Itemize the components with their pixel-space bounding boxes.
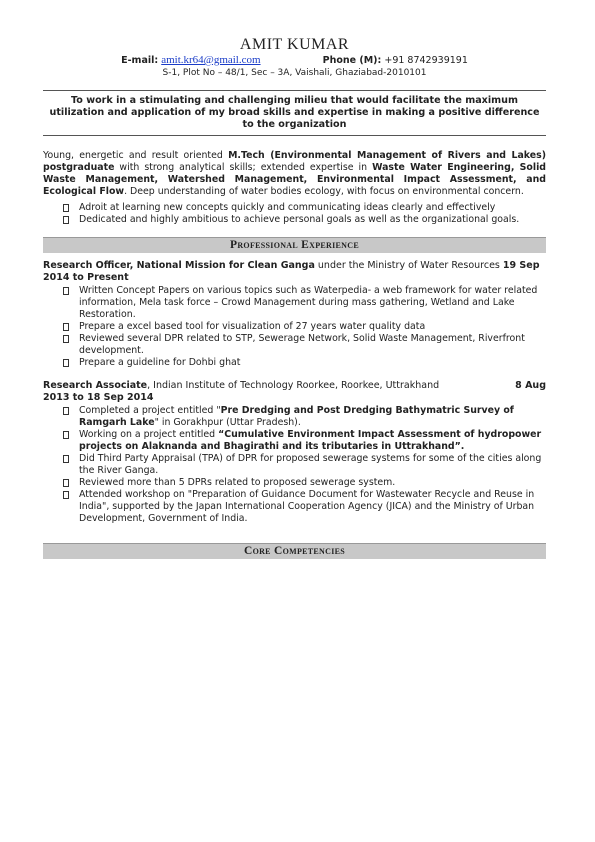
phone-number: +91 8742939191 bbox=[384, 55, 468, 66]
job-title: Research Officer, National Mission for Clean Ganga bbox=[43, 260, 315, 271]
bullet-icon bbox=[63, 479, 69, 487]
bullet-text: Written Concept Papers on various topics such as Waterpedia- a web framework for water related information, Mela task force – Crowd Management during mass gathering, Wetland and Lake Restoration. bbox=[79, 285, 538, 320]
list-item bbox=[63, 357, 546, 369]
list-item bbox=[63, 333, 546, 357]
traits-list bbox=[43, 202, 546, 226]
contact-line bbox=[43, 54, 546, 67]
bullet-icon bbox=[63, 287, 69, 295]
address: S-1, Plot No – 48/1, Sec – 3A, Vaishali, Ghaziabad-2010101 bbox=[162, 68, 427, 78]
bullet-icon bbox=[63, 335, 69, 343]
bullet-text: " in Gorakhpur (Uttar Pradesh). bbox=[154, 417, 301, 428]
job-heading bbox=[43, 380, 439, 392]
job-org: under the Ministry of Water Resources bbox=[314, 260, 503, 271]
job1-bullets bbox=[43, 285, 546, 369]
job-line bbox=[43, 380, 546, 392]
bullet-icon bbox=[63, 204, 69, 212]
divider-bottom bbox=[43, 135, 546, 136]
project-title: “Cumulative Environment Impact Assessment of hydropower projects on Alaknanda and Bhagirathi and its tributaries in Uttrakhand”. bbox=[79, 429, 542, 452]
list-item bbox=[63, 489, 546, 525]
bullet-text: Prepare a guideline for Dohbi ghat bbox=[79, 357, 241, 368]
bullet-text: Did Third Party Appraisal (TPA) of DPR for proposed sewerage systems for some of the cities along the River Ganga. bbox=[79, 453, 542, 476]
email-label: E-mail: bbox=[121, 55, 159, 66]
job-title: Research Associate bbox=[43, 380, 148, 391]
objective: To work in a stimulating and challenging milieu that would facilitate the maximum utilization and application of my broad skills and expertise in making a positive difference to the organization bbox=[49, 95, 540, 130]
bullet-text: Completed a project entitled " bbox=[79, 405, 221, 416]
resume-page bbox=[43, 36, 546, 559]
summary-text-1: Young, energetic and result oriented bbox=[43, 150, 229, 161]
bullet-text: Working on a project entitled bbox=[79, 429, 219, 440]
bullet-text: Prepare a excel based tool for visualization of 27 years water quality data bbox=[79, 321, 426, 332]
list-item bbox=[63, 453, 546, 477]
profile-summary bbox=[43, 150, 546, 198]
job-org: , Indian Institute of Technology Roorkee, Roorkee, Uttrakhand bbox=[147, 380, 440, 391]
section-title: Core Competencies bbox=[243, 545, 346, 557]
summary-degree: M.Tech (Environmental Management of Rivers and Lakes) postgraduate bbox=[43, 150, 546, 173]
list-item bbox=[63, 202, 546, 214]
list-item bbox=[63, 321, 546, 333]
list-item bbox=[63, 405, 546, 429]
job-entry-2 bbox=[43, 380, 546, 404]
bullet-icon bbox=[63, 455, 69, 463]
project-title: Pre Dredging and Post Dredging Bathymatric Survey of Ramgarh Lake bbox=[79, 405, 514, 428]
bullet-text: Reviewed more than 5 DPRs related to proposed sewerage system. bbox=[79, 477, 396, 488]
job-dates-end: 2013 to 18 Sep 2014 bbox=[43, 392, 154, 403]
bullet-icon bbox=[63, 431, 69, 439]
bullet-icon bbox=[63, 491, 69, 499]
trait-text: Dedicated and highly ambitious to achieve personal goals as well as the organizational goals. bbox=[79, 214, 520, 225]
section-heading-experience bbox=[43, 237, 546, 253]
phone-label: Phone (M): bbox=[322, 55, 382, 66]
bullet-icon bbox=[63, 407, 69, 415]
section-heading-competencies bbox=[43, 543, 546, 559]
list-item bbox=[63, 214, 546, 226]
summary-text-2: with strong analytical skills; extended expertise in bbox=[114, 162, 373, 173]
list-item bbox=[63, 477, 546, 489]
job2-bullets bbox=[43, 405, 546, 525]
summary-text-3: . Deep understanding of water bodies ecology, with focus on environmental concern. bbox=[124, 186, 524, 197]
trait-text: Adroit at learning new concepts quickly and communicating ideas clearly and effectively bbox=[79, 202, 496, 213]
bullet-icon bbox=[63, 359, 69, 367]
summary-expertise: Waste Water Engineering, Solid Waste Management, Watershed Management, Environmental Impact Assessment, and Ecological Flow bbox=[43, 162, 546, 197]
job-dates-start: 8 Aug bbox=[515, 380, 546, 391]
list-item bbox=[63, 429, 546, 453]
candidate-name: AMIT KUMAR bbox=[239, 36, 350, 53]
bullet-icon bbox=[63, 216, 69, 224]
email-link[interactable]: amit.kr64@gmail.com bbox=[161, 54, 261, 66]
bullet-text: Reviewed several DPR related to STP, Sewerage Network, Solid Waste Management, Riverfront development. bbox=[79, 333, 525, 356]
job-entry-1 bbox=[43, 260, 546, 284]
list-item bbox=[63, 285, 546, 321]
bullet-icon bbox=[63, 323, 69, 331]
job-dates: 19 Sep 2014 to Present bbox=[43, 260, 540, 283]
bullet-text: Attended workshop on "Preparation of Guidance Document for Wastewater Recycle and Reuse in India", supported by the Japan International Cooperation Agency (JICA) and the Ministry of Urban Development, Government of India. bbox=[79, 489, 535, 524]
section-title: Professional Experience bbox=[230, 239, 359, 251]
